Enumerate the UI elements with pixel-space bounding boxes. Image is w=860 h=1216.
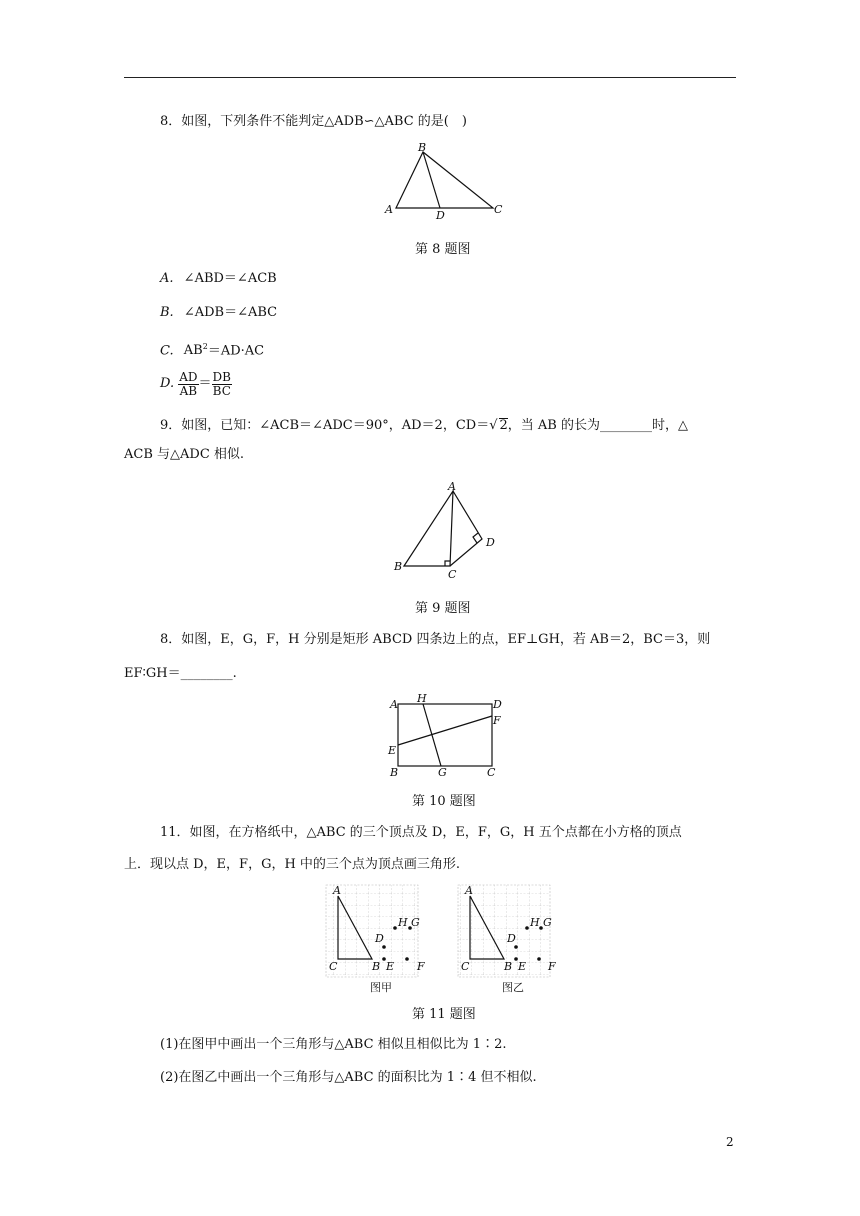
q11-left-label-b: B	[372, 960, 381, 973]
option-key: B.	[160, 305, 174, 320]
q11-part1: (1)在图甲中画出一个三角形与△ABC 相似且相似比为 1∶2.	[160, 1037, 507, 1052]
q9-label-c: C	[448, 568, 457, 581]
fraction-denominator: BC	[212, 383, 231, 398]
q11-figures	[322, 882, 556, 994]
q8b-label-d: D	[493, 698, 502, 711]
q11-caption: 第 11 题图	[412, 1007, 476, 1022]
q9-line1	[160, 417, 688, 435]
q8a-stem: 8．如图，下列条件不能判定△ADB∽△ABC 的是( )	[160, 114, 467, 129]
q9-caption: 第 9 题图	[415, 601, 471, 616]
q8a-label-d: D	[436, 209, 445, 222]
option-text-rest: ＝AD·AC	[207, 343, 265, 359]
q8b-line1: 8．如图，E，G，F，H 分别是矩形 ABCD 四条边上的点，EF⊥GH，若 AB＝2，BC＝3，则	[160, 632, 711, 647]
option-text-base: AB	[183, 343, 203, 359]
q11-left-label-g: G	[411, 916, 420, 929]
q9-figure	[388, 480, 503, 580]
q8b-label-h: H	[417, 692, 427, 705]
q8a-option-a[interactable]	[160, 270, 277, 288]
q11-left-label-f: F	[417, 960, 425, 973]
q11-left-label-c: C	[329, 960, 338, 973]
q11-left-label-a: A	[333, 884, 341, 897]
grid-right	[458, 884, 556, 977]
q8b-label-b: B	[390, 766, 399, 779]
q11-right-label-e: E	[518, 960, 527, 973]
sqrt-sign: √	[489, 418, 498, 433]
q8a-option-d[interactable]	[160, 369, 232, 400]
q11-right-label-c: C	[461, 960, 470, 973]
fraction-denominator: AB	[179, 383, 198, 398]
q8a-option-c[interactable]	[160, 338, 264, 360]
option-key: C.	[160, 343, 174, 359]
q9-label-d: D	[486, 536, 495, 549]
q8a-label-b: B	[418, 141, 427, 154]
fraction-ad-ab	[178, 371, 198, 398]
q11-right-label-d: D	[507, 932, 516, 945]
q11-right-label-b: B	[504, 960, 513, 973]
fraction-numerator: AD	[179, 369, 198, 384]
q11-left-label-e: E	[386, 960, 395, 973]
q8b-line2: EF∶GH＝________.	[124, 666, 237, 681]
option-superscript: 2	[202, 342, 208, 351]
fraction-db-bc	[212, 371, 232, 398]
q8a-label-c: C	[494, 203, 503, 216]
q8a-option-b[interactable]	[160, 304, 277, 322]
option-text: ∠ABD＝∠ACB	[183, 271, 277, 286]
header-rule	[124, 77, 736, 78]
q11-left-label-d: D	[375, 932, 384, 945]
q8b-label-c: C	[487, 766, 496, 779]
q11-right-label-g: G	[543, 916, 552, 929]
q11-line1: 11．如图，在方格纸中，△ABC 的三个顶点及 D，E，F，G，H 五个点都在小方格的顶点	[160, 825, 682, 840]
option-key: A.	[160, 271, 174, 286]
q11-right-label-h: H	[530, 916, 540, 929]
q8b-label-e: E	[388, 744, 397, 757]
q8a-figure	[380, 140, 510, 225]
q11-right-label-f: F	[548, 960, 556, 973]
q8b-label-f: F	[493, 714, 501, 727]
grid-left	[326, 884, 425, 977]
q8b-figure	[384, 692, 509, 782]
option-text: ∠ADB＝∠ABC	[183, 305, 278, 320]
q9-label-b: B	[394, 560, 403, 573]
sqrt-radicand: 2	[499, 418, 508, 433]
q11-fig-left-label: 图甲	[370, 981, 392, 994]
option-key: D.	[160, 376, 175, 391]
page-number: 2	[726, 1135, 734, 1149]
q8a-caption: 第 8 题图	[415, 242, 471, 257]
q11-right-label-a: A	[465, 884, 473, 897]
fraction-numerator: DB	[212, 369, 231, 384]
q8a-label-a: A	[385, 203, 393, 216]
q9-label-a: A	[448, 480, 456, 493]
q11-left-label-h: H	[398, 916, 408, 929]
equals-sign: ＝	[198, 376, 212, 391]
q8b-label-g: G	[438, 766, 447, 779]
q9-line2: ACB 与△ADC 相似.	[124, 447, 245, 462]
q11-line2: 上．现以点 D，E，F，G，H 中的三个点为顶点画三角形.	[124, 857, 461, 872]
q8b-caption: 第 10 题图	[412, 794, 476, 809]
q9-line1-pre: 9．如图，已知：∠ACB＝∠ADC＝90°，AD＝2，CD＝	[160, 418, 490, 433]
q9-line1-post: ，当 AB 的长为________时，△	[507, 418, 688, 433]
q11-part2: (2)在图乙中画出一个三角形与△ABC 的面积比为 1∶4 但不相似.	[160, 1070, 537, 1085]
q8b-label-a: A	[390, 698, 398, 711]
q11-fig-right-label: 图乙	[502, 981, 524, 994]
